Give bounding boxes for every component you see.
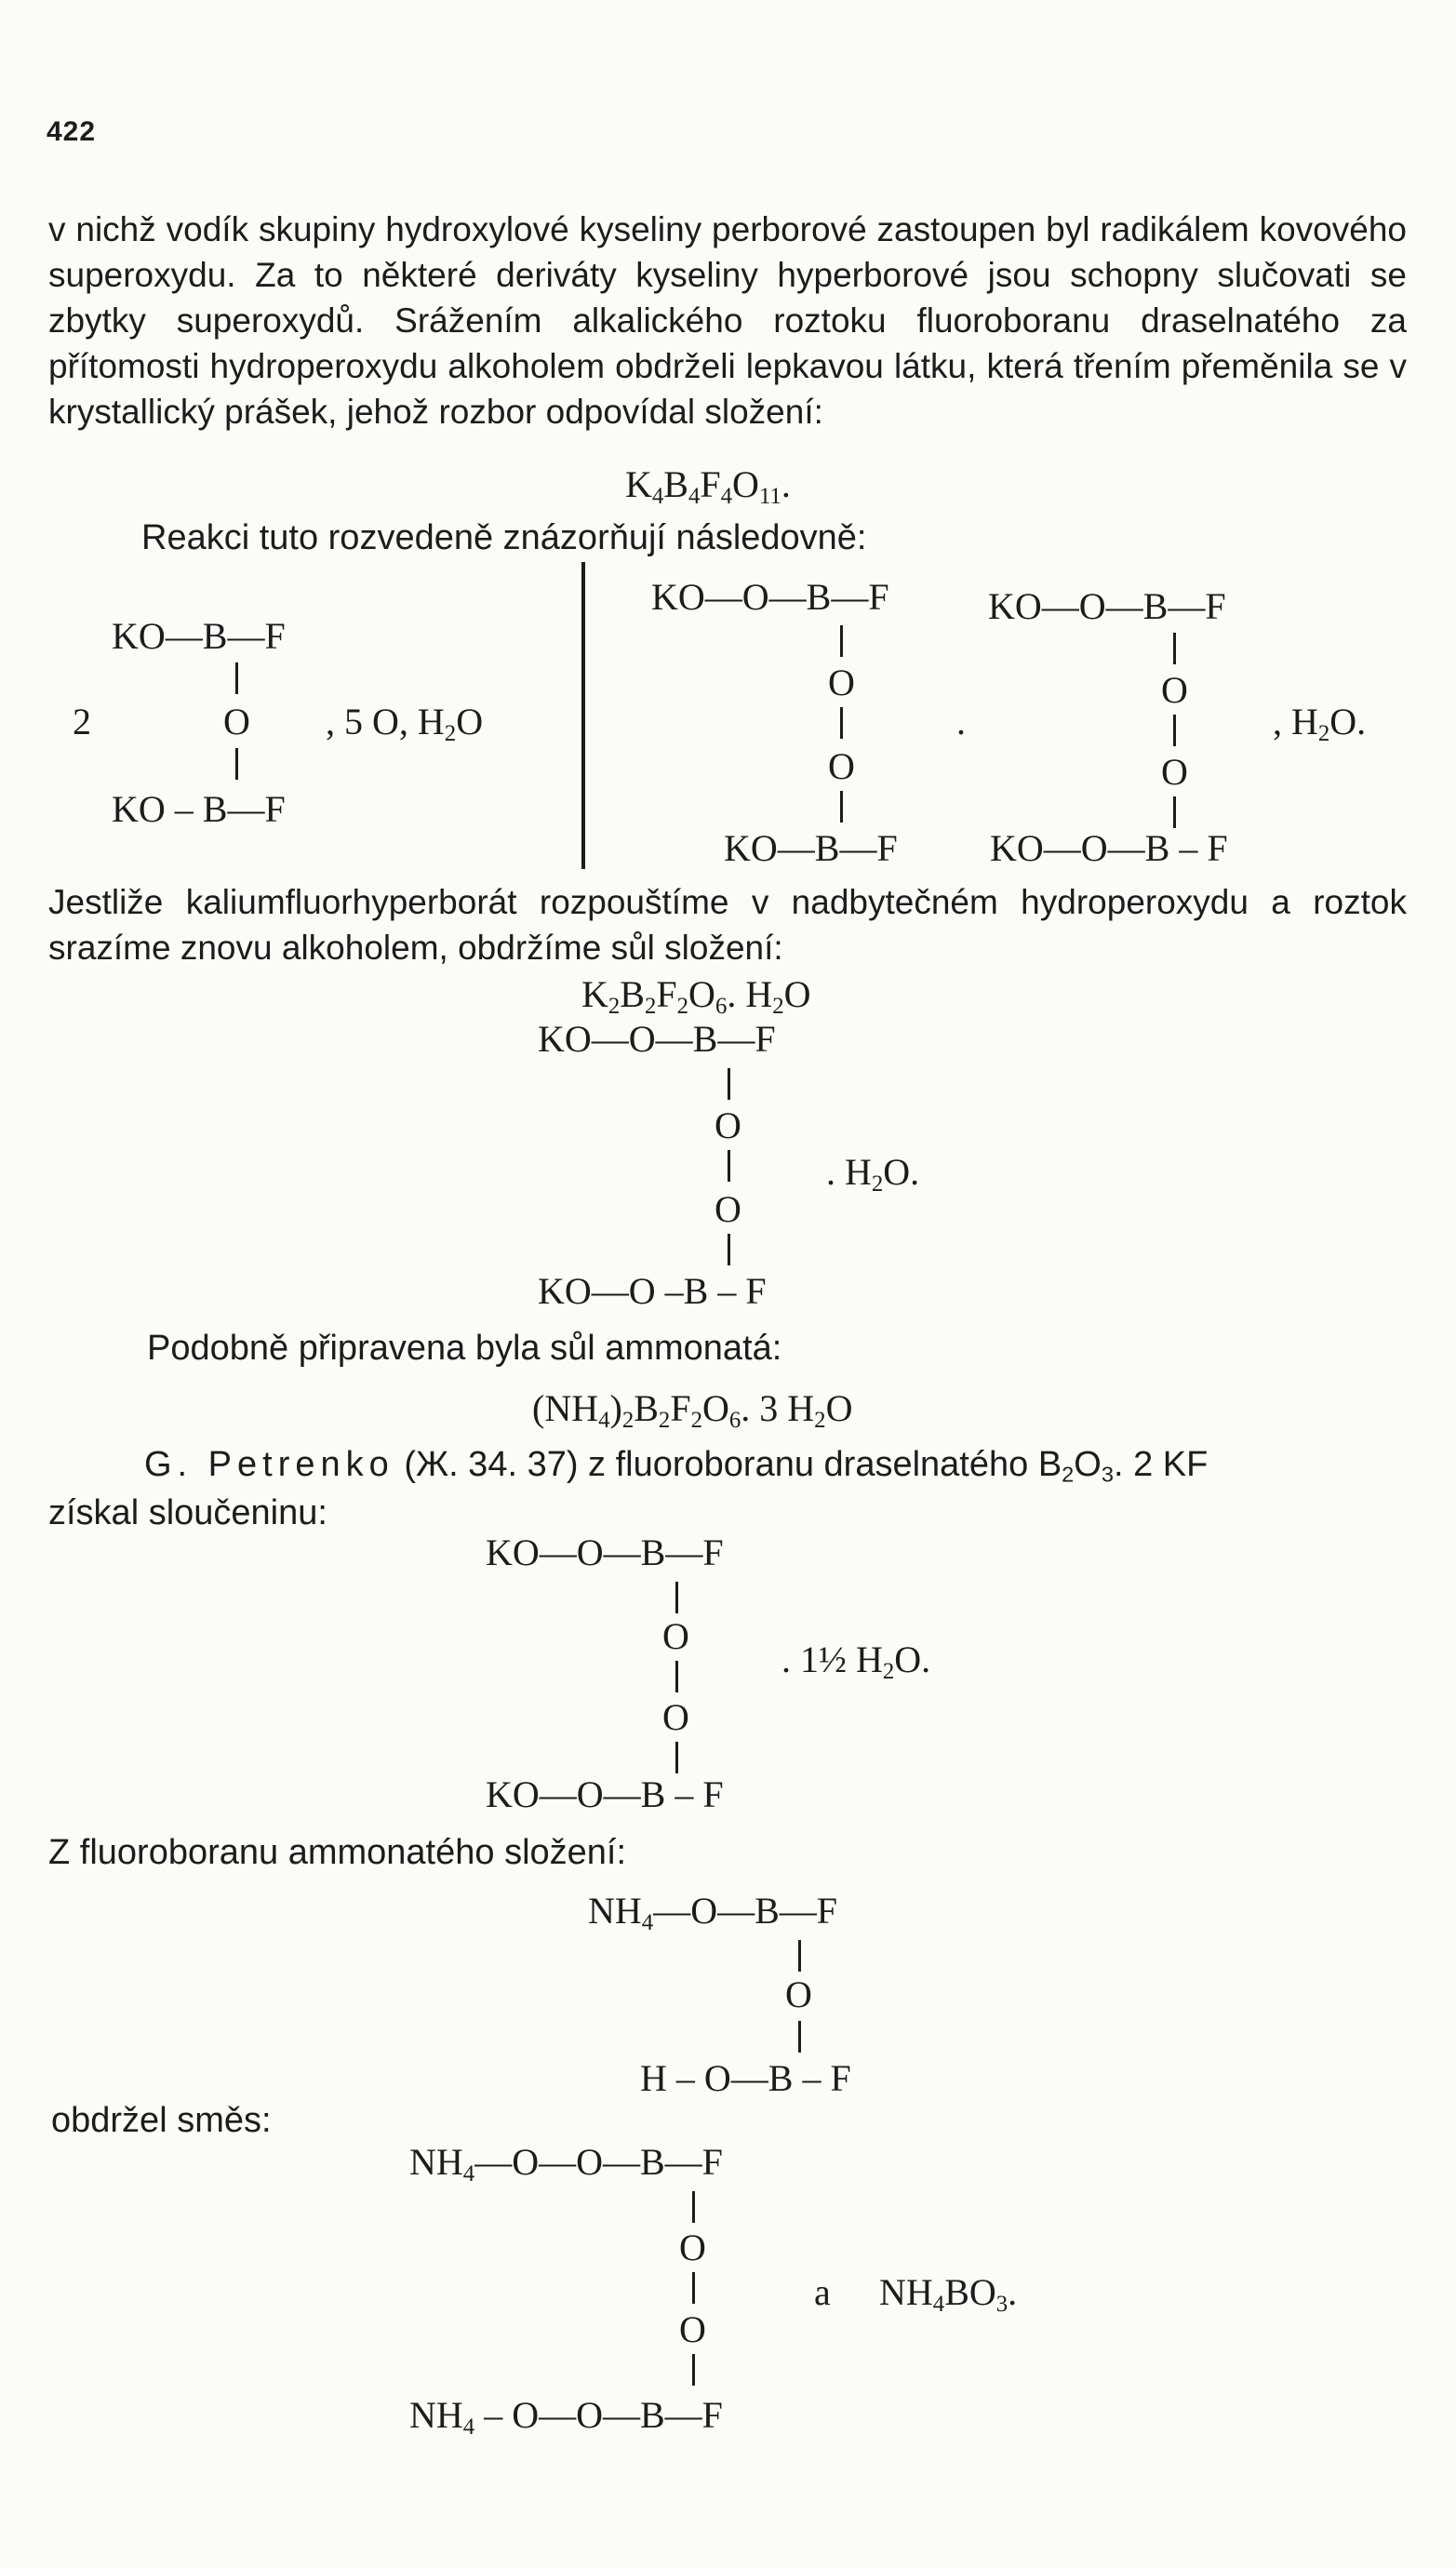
struct5-oxygen-2: O [679,2308,706,2350]
formula-k2b2f2o6: $K_2B_2F_2O_6$. $H_2O$ [581,973,811,1019]
dot-separator: . [956,701,966,742]
struct-left-top: KO—B—F [112,615,286,657]
bond-vertical [728,1068,730,1100]
line-petrenko: G. Petrenko (Ж. 34. 37) z fluoroboranu draselnatého $B_2O_3$. 2 KF [144,1445,1209,1487]
struct-left-bottom: KO – B—F [112,788,286,830]
struct5-oxygen-1: O [679,2227,706,2268]
paragraph-intro: v nichž vodík skupiny hydroxylové kyseliny perborové zastoupen byl radikálem kovového superoxydu. Za to některé deriváty kyseliny hyperborové jsou schopny slučovati se zbytky superoxydů. Srážením alkalického roztoku fluoroboranu draselnatého za přítomosti hydroperoxydu alkoholem obdrželi lepkavou látku, která třením přeměnila se v krystallický prášek, jehož rozbor odpovídal složení: [48,210,1407,431]
bond-vertical [235,748,238,780]
conjunction: a [814,2271,831,2313]
paragraph-jestlize: Jestliže kaliumfluorhyperborát rozpouštíme v nadbytečném hydroperoxydu a roztok srazíme znovu alkoholem, obdržíme sůl složení: [48,883,1407,967]
struct-b-oxygen-2: O [1161,751,1188,793]
bond-vertical [840,625,843,657]
bond-vertical [728,1150,730,1182]
struct-a-oxygen-2: O [828,745,855,787]
bond-vertical [1173,715,1176,746]
bond-vertical [798,2021,801,2053]
struct3-oxygen-1: O [662,1615,689,1657]
formula-k4b4f4o11: $K_4B_4F_4O_{11}$. [625,463,791,509]
reagents: , 5 O, $H_2O$ [326,701,484,746]
struct3-bottom: KO—O—B – F [486,1773,724,1815]
page-number: 422 [47,116,97,147]
struct4-bottom: H – O—B – F [640,2057,851,2099]
coefficient: 2 [73,701,91,742]
bond-vertical [675,1661,678,1692]
bond-vertical [692,2354,695,2386]
struct-b-oxygen-1: O [1161,669,1188,711]
struct2-top: KO—O—B—F [538,1018,776,1060]
bond-vertical [675,1582,678,1613]
bond-vertical [235,662,238,694]
struct-a-bottom: KO—B—F [724,827,898,869]
struct-a-top: KO—O—B—F [651,576,889,618]
struct-b-top: KO—O—B—F [988,585,1226,627]
struct5-top: $NH_4—O—O—B—F$ [409,2141,723,2187]
formula-nh4: $(NH_4)_2B_2F_2O_6$. 3 $H_2O$ [532,1387,853,1433]
struct-left-oxygen: O [223,701,250,742]
line-ziskal: získal sloučeninu: [48,1493,327,1532]
struct3-top: KO—O—B—F [486,1531,724,1573]
reaction-divider [581,562,585,869]
struct3-oxygen-2: O [662,1696,689,1738]
bond-vertical [1173,796,1176,828]
struct4-oxygen: O [785,1973,812,2015]
bond-vertical [728,1234,730,1265]
struct2-water: . $H_2O$. [826,1151,920,1197]
bond-vertical [692,2272,695,2304]
water-term: , $H_2O$. [1273,701,1367,746]
struct2-oxygen-1: O [715,1104,741,1146]
struct2-oxygen-2: O [715,1188,741,1230]
line-z-fluoroboranu: Z fluoroboranu ammonatého složení: [48,1833,627,1872]
bond-vertical [1173,633,1176,664]
bond-vertical [840,707,843,739]
bond-vertical [798,1940,801,1972]
bond-vertical [840,791,843,823]
line-obdrzel: obdržel směs: [51,2101,272,2140]
struct5-bottom: $NH_4$ – O—O—B—F [409,2394,723,2440]
struct2-bottom: KO—O –B – F [538,1270,767,1312]
struct-b-bottom: KO—O—B – F [990,827,1228,869]
struct3-water: . 1½ $H_2O$. [781,1638,931,1684]
bond-vertical [692,2191,695,2223]
struct-a-oxygen-1: O [828,662,855,703]
line-reakci: Reakci tuto rozvedeně znázorňují následovně: [141,518,867,557]
formula-nh4bo3: $NH_4BO_3$. [879,2271,1018,2317]
struct4-top: $NH_4—O—B—F$ [588,1890,837,1935]
bond-vertical [675,1742,678,1773]
line-podobne: Podobně připravena byla sůl ammonatá: [147,1329,782,1368]
